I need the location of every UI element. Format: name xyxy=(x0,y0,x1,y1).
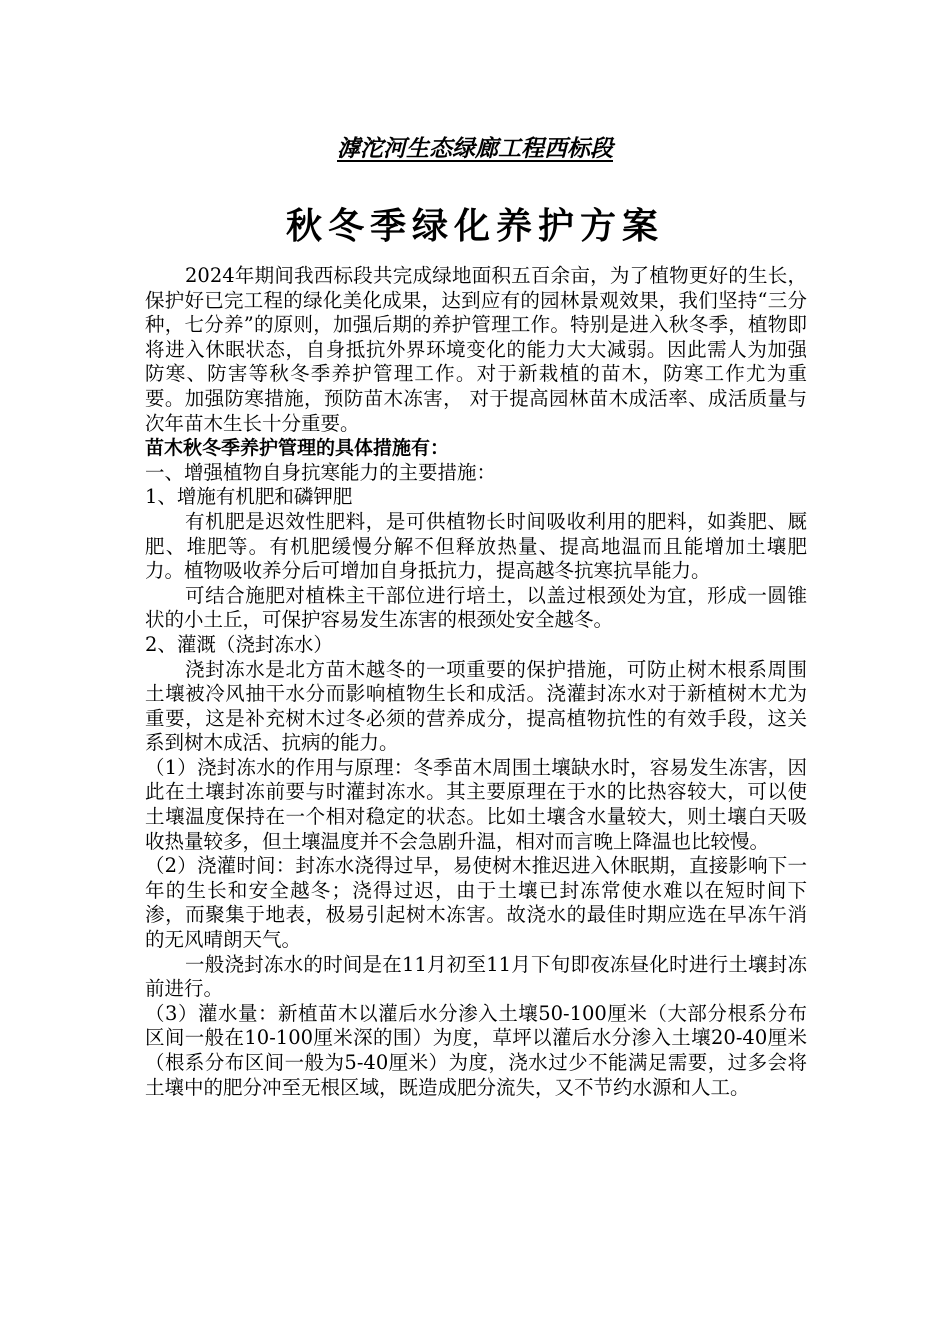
fertilizer-paragraph: 有机肥是迟效性肥料，是可供植物长时间吸收利用的肥料，如粪肥、厩肥、堆肥等。有机肥缓慢分解不但释放热量、提高地温而且能增加土壤肥力。植物吸收养分后可增加自身抵抗力，提高越冬抗寒抗旱能力。 xyxy=(145,509,807,583)
soil-mound-paragraph: 可结合施肥对植株主干部位进行培土，以盖过根颈处为宜，形成一圆锥状的小土丘，可保护容易发生冻害的根颈处安全越冬。 xyxy=(145,583,807,632)
irrigation-point-1: （1）浇封冻水的作用与原理：冬季苗木周围土壤缺水时，容易发生冻害，因此在土壤封冻前要与时灌封冻水。其主要原理在于水的比热容较大，可以使土壤温度保持在一个相对稳定的状态。比如土壤含水量较大，则土壤白天吸收热量较多，但土壤温度并不会急剧升温，相对而言晚上降温也比较慢。 xyxy=(145,755,807,853)
irrigation-timing-paragraph: 一般浇封冻水的时间是在11月初至11月下旬即夜冻昼化时进行土壤封冻前进行。 xyxy=(145,952,807,1001)
subsection-heading-irrigation: 2、灌溉（浇封冻水） xyxy=(145,632,333,656)
section-one-heading: 一、增强植物自身抗寒能力的主要措施： xyxy=(145,460,497,484)
irrigation-point-2: （2）浇灌时间：封冻水浇得过早，易使树木推迟进入休眠期，直接影响下一年的生长和安全越冬；浇得过迟，由于土壤已封冻常使水难以在短时间下渗，而聚集于地表，极易引起树木冻害。故浇水的最佳时期应选在早冻午消的无风晴朗天气。 xyxy=(145,854,807,952)
intro-paragraph: 2024年期间我西标段共完成绿地面积五百余亩，为了植物更好的生长，保护好已完工程的绿化美化成果，达到应有的园林景观效果，我们坚持“三分种，七分养”的原则，加强后期的养护管理工作。特别是进入秋冬季，植物即将进入休眠状态，自身抵抗外界环境变化的能力大大减弱。因此需人为加强防寒、防害等秋冬季养护管理工作。对于新栽植的苗木，防寒工作尤为重要。加强防寒措施，预防苗木冻害， 对于提高园林苗木成活率、成活质量与次年苗木生长十分重要。 xyxy=(145,264,807,435)
document-body xyxy=(145,264,807,1100)
project-subtitle: 滹沱河生态绿廊工程西标段 xyxy=(337,136,613,162)
irrigation-paragraph: 浇封冻水是北方苗木越冬的一项重要的保护措施，可防止树木根系周围土壤被冷风抽干水分而影响植物生长和成活。浇灌封冻水对于新植树木尤为重要，这是补充树木过冬必须的营养成分，提高植物抗性的有效手段，这关系到树木成活、抗病的能力。 xyxy=(145,657,807,755)
irrigation-point-3: （3）灌水量：新植苗木以灌后水分渗入土壤50-100厘米（大部分根系分布区间一般在10-100厘米深的围）为度，草坪以灌后水分渗入土壤20-40厘米（根系分布区间一般为5-40厘米）为度，浇水过少不能满足需要，过多会将土壤中的肥分冲至无根区域，既造成肥分流失，又不节约水源和人工。 xyxy=(145,1001,807,1099)
section-heading: 苗木秋冬季养护管理的具体措施有： xyxy=(145,437,450,460)
subsection-heading-fertilizer: 1、增施有机肥和磷钾肥 xyxy=(145,485,353,509)
document-title: 秋冬季绿化养护方案 xyxy=(285,206,664,247)
